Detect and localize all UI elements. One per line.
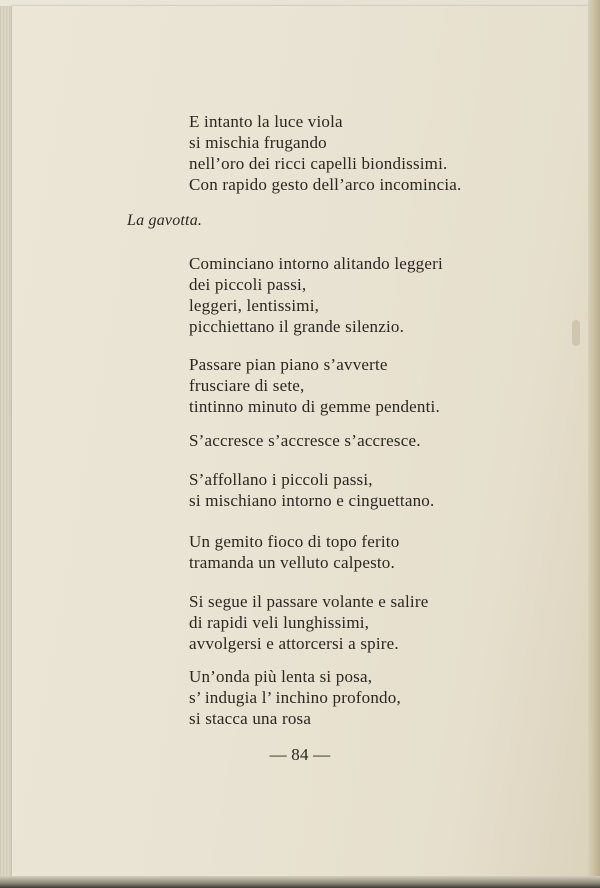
stanza-3	[189, 354, 440, 417]
poem-line: E intanto la luce viola	[189, 112, 343, 131]
stanza-4	[189, 430, 421, 451]
poem-line: S’affollano i piccoli passi,	[189, 470, 373, 489]
bottom-shadow	[0, 876, 600, 888]
stanza-7	[189, 591, 428, 654]
poem-line: picchiettano il grande silenzio.	[189, 317, 405, 336]
poem-line: S’accresce s’accresce s’accresce.	[189, 431, 421, 450]
stanza-5	[189, 469, 434, 511]
poem-line: nell’oro dei ricci capelli biondissimi.	[189, 154, 448, 173]
poem-line: Un gemito fioco di topo ferito	[189, 532, 400, 551]
section-label: La gavotta.	[127, 212, 203, 229]
poem-line: si mischia frugando	[189, 133, 327, 152]
stanza-1	[189, 111, 461, 195]
stanza-2	[189, 253, 443, 337]
stanza-8	[189, 666, 401, 729]
poem-line: si stacca una rosa	[189, 709, 312, 728]
poem-line: avvolgersi e attorcersi a spire.	[189, 634, 399, 653]
poem-line: di rapidi veli lunghissimi,	[189, 613, 370, 632]
poem-line: tintinno minuto di gemme pendenti.	[189, 397, 440, 416]
poem-line: s’ indugia l’ inchino profondo,	[189, 688, 401, 707]
page-number: — 84 —	[269, 745, 331, 764]
poem-line: tramanda un velluto calpesto.	[189, 553, 395, 572]
paper-stain	[572, 320, 580, 346]
stanza-6	[189, 531, 399, 573]
poem-line: Si segue il passare volante e salire	[189, 592, 429, 611]
poem-line: Con rapido gesto dell’arco incomincia.	[189, 175, 462, 194]
poem-line: Cominciano intorno alitando leggeri	[189, 254, 443, 273]
poem-line: Un’onda più lenta si posa,	[189, 667, 373, 686]
poem-line: si mischiano intorno e cinguettano.	[189, 491, 435, 510]
poem-line: leggeri, lentissimi,	[189, 296, 320, 315]
poem-line: frusciare di sete,	[189, 376, 305, 395]
poem-line: dei piccoli passi,	[189, 275, 307, 294]
poem-line: Passare pian piano s’avverte	[189, 355, 388, 374]
